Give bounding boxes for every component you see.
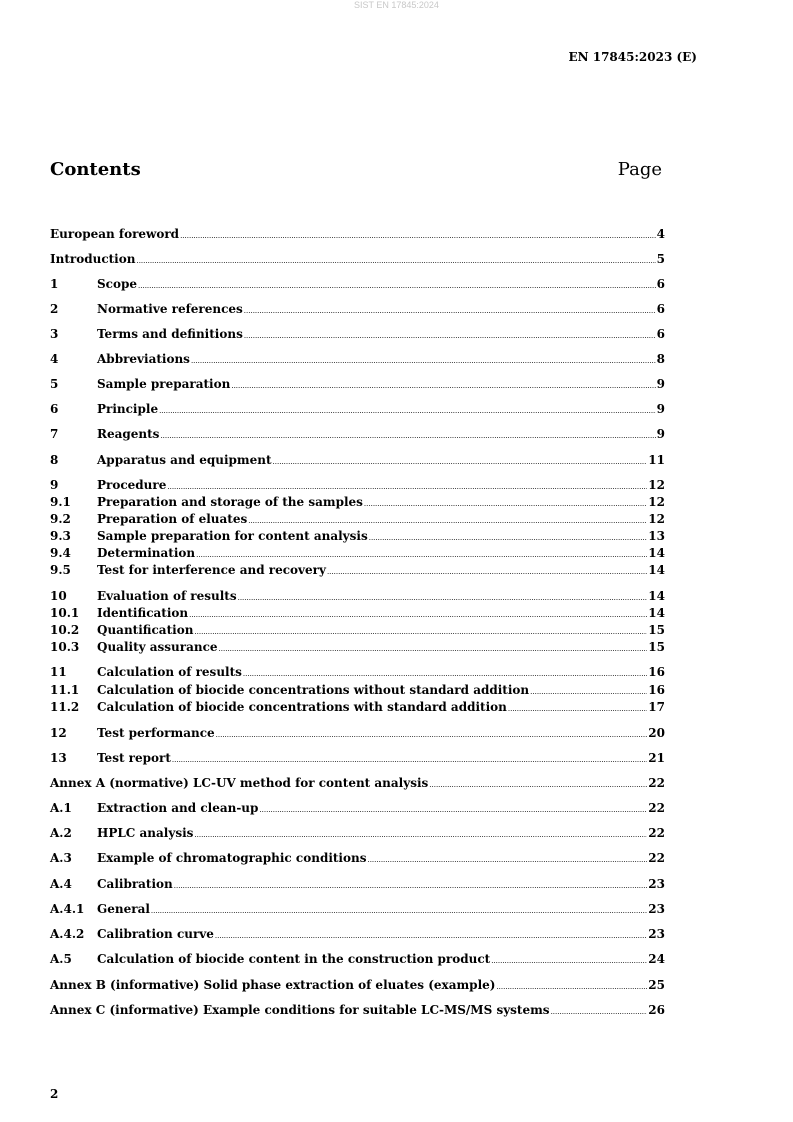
toc-entry-page: 9 [656, 377, 665, 391]
toc-entry-page: 14 [648, 589, 665, 603]
toc-entry-number: A.2 [50, 826, 72, 840]
toc-leader-dots [327, 564, 647, 580]
toc-entry-number: 13 [50, 751, 67, 765]
toc-entry[interactable] [50, 605, 665, 621]
toc-entry-number: 6 [50, 402, 59, 416]
toc-entry-page: 16 [648, 683, 665, 697]
toc-entry[interactable] [50, 528, 665, 544]
toc-entry-page: 14 [648, 606, 665, 620]
toc-entry-page: 6 [656, 302, 665, 316]
toc-entry[interactable] [50, 775, 665, 791]
toc-entry-number: A.5 [50, 952, 72, 966]
toc-entry-label: Calculation of biocide concentrations without standard addition [97, 683, 530, 697]
toc-entry-number: 10 [50, 589, 67, 603]
toc-entry-page: 14 [648, 563, 665, 577]
toc-entry[interactable] [50, 622, 665, 638]
toc-leader-dots [243, 666, 647, 682]
toc-entry-page: 22 [648, 851, 665, 865]
toc-leader-dots [364, 496, 647, 512]
toc-entry-label: General [97, 902, 150, 916]
toc-entry-number: 11.1 [50, 683, 80, 697]
toc-entry-number: A.4 [50, 877, 72, 891]
toc-leader-dots [369, 530, 648, 546]
toc-entry-number: 10.2 [50, 623, 80, 637]
toc-leader-dots [508, 701, 647, 717]
toc-entry-page: 15 [648, 623, 665, 637]
toc-entry-page: 17 [648, 700, 665, 714]
toc-entry-number: 5 [50, 377, 59, 391]
toc-leader-dots [429, 777, 647, 793]
toc-entry-page: 26 [648, 1003, 665, 1017]
toc-entry[interactable] [50, 1002, 665, 1018]
toc-entry-number: 3 [50, 327, 59, 341]
toc-entry-number: 12 [50, 726, 67, 740]
toc-entry-page: 13 [648, 529, 665, 543]
toc-entry-page: 25 [648, 978, 665, 992]
toc-entry-number: A.1 [50, 801, 72, 815]
toc-entry-number: 9.3 [50, 529, 71, 543]
toc-leader-dots [174, 878, 648, 894]
toc-entry[interactable] [50, 750, 665, 766]
toc-entry-number: 9.5 [50, 563, 71, 577]
toc-entry-number: 9.1 [50, 495, 71, 509]
toc-entry[interactable] [50, 351, 665, 367]
toc-entry-page: 12 [648, 478, 665, 492]
toc-entry-label: Annex C (informative) Example conditions for suitable LC-MS/MS systems [50, 1003, 550, 1017]
toc-entry-label: Calibration [97, 877, 173, 891]
toc-leader-dots [167, 479, 647, 495]
toc-entry[interactable] [50, 376, 665, 392]
toc-entry-page: 6 [656, 327, 665, 341]
toc-leader-dots [136, 253, 655, 269]
toc-entry[interactable] [50, 977, 665, 993]
toc-entry[interactable] [50, 562, 665, 578]
toc-entry-label: Sample preparation [97, 377, 231, 391]
toc-entry-label: Calculation of results [97, 665, 242, 679]
toc-entry-label: Annex A (normative) LC-UV method for content analysis [50, 776, 429, 790]
toc-entry-page: 15 [648, 640, 665, 654]
toc-leader-dots [273, 454, 648, 470]
toc-entry[interactable] [50, 876, 665, 892]
toc-entry-page: 23 [648, 877, 665, 891]
toc-entry[interactable] [50, 951, 665, 967]
toc-entry-label: Terms and definitions [97, 327, 243, 341]
toc-entry[interactable] [50, 926, 665, 942]
toc-entry[interactable] [50, 545, 665, 561]
toc-entry[interactable] [50, 588, 665, 604]
toc-leader-dots [231, 378, 655, 394]
toc-leader-dots [151, 903, 647, 919]
toc-entry-page: 24 [648, 952, 665, 966]
toc-leader-dots [159, 403, 656, 419]
toc-entry[interactable] [50, 494, 665, 510]
toc-entry-label: Identification [97, 606, 189, 620]
toc-entry-number: A.4.2 [50, 927, 85, 941]
toc-leader-dots [496, 979, 647, 995]
toc-leader-dots [215, 928, 647, 944]
watermark: SIST EN 17845:2024 [354, 0, 439, 10]
toc-entry-number: 11 [50, 665, 67, 679]
toc-leader-dots [180, 228, 656, 244]
toc-entry-number: 2 [50, 302, 59, 316]
toc-entry-label: Quality assurance [97, 640, 218, 654]
toc-entry[interactable] [50, 251, 665, 267]
toc-entry-number: 10.3 [50, 640, 80, 654]
toc-entry-page: 5 [656, 252, 665, 266]
toc-entry-label: Procedure [97, 478, 167, 492]
toc-entry-page: 23 [648, 927, 665, 941]
toc-entry[interactable] [50, 326, 665, 342]
toc-entry[interactable] [50, 226, 665, 242]
toc-entry-label: Test for interference and recovery [97, 563, 326, 577]
toc-entry[interactable] [50, 301, 665, 317]
toc-leader-dots [191, 353, 656, 369]
toc-entry-page: 8 [656, 352, 665, 366]
toc-entry-number: A.3 [50, 851, 72, 865]
toc-entry-page: 4 [656, 227, 665, 241]
toc-entry-label: Abbreviations [97, 352, 190, 366]
toc-leader-dots [194, 827, 647, 843]
toc-entry[interactable] [50, 825, 665, 841]
toc-entry-page: 23 [648, 902, 665, 916]
toc-leader-dots [138, 278, 656, 294]
toc-entry-label: Reagents [97, 427, 160, 441]
toc-entry[interactable] [50, 276, 665, 292]
toc-entry-number: 8 [50, 453, 59, 467]
toc-entry[interactable] [50, 426, 665, 442]
toc-leader-dots [244, 303, 656, 319]
toc-entry[interactable] [50, 850, 665, 866]
toc-entry-label: European foreword [50, 227, 180, 241]
toc-entry-page: 11 [648, 453, 665, 467]
toc-entry-label: Introduction [50, 252, 136, 266]
toc-entry-label: Evaluation of results [97, 589, 237, 603]
toc-entry-page: 12 [648, 495, 665, 509]
toc-entry[interactable] [50, 511, 665, 527]
toc-leader-dots [248, 513, 647, 529]
toc-entry[interactable] [50, 401, 665, 417]
toc-entry-label: Principle [97, 402, 159, 416]
toc-entry[interactable] [50, 699, 665, 715]
toc-leader-dots [244, 328, 656, 344]
toc-entry-label: Test performance [97, 726, 215, 740]
toc-entry-number: 9 [50, 478, 59, 492]
toc-entry-page: 9 [656, 402, 665, 416]
toc-entry-page: 21 [648, 751, 665, 765]
toc-leader-dots [491, 953, 647, 969]
toc-entry-label: Example of chromatographic conditions [97, 851, 367, 865]
toc-entry-number: A.4.1 [50, 902, 85, 916]
toc-entry-page: 6 [656, 277, 665, 291]
toc-entry[interactable] [50, 800, 665, 816]
contents-title: Contents [50, 159, 141, 180]
toc-entry-number: 9.2 [50, 512, 71, 526]
toc-entry[interactable] [50, 664, 665, 680]
toc-entry-label: Determination [97, 546, 196, 560]
toc-leader-dots [238, 590, 648, 606]
toc-entry[interactable] [50, 901, 665, 917]
toc-entry-number: 10.1 [50, 606, 80, 620]
document-id: EN 17845:2023 (E) [568, 50, 697, 64]
page-column-heading: Page [617, 159, 662, 180]
toc-entry-label: Sample preparation for content analysis [97, 529, 368, 543]
toc-entry-page: 22 [648, 826, 665, 840]
toc-entry-label: Calculation of biocide concentrations with standard addition [97, 700, 507, 714]
toc-entry-label: Preparation of eluates [97, 512, 248, 526]
toc-entry-number: 7 [50, 427, 59, 441]
toc-entry-label: Extraction and clean-up [97, 801, 259, 815]
toc-leader-dots [196, 547, 647, 563]
toc-entry-page: 22 [648, 801, 665, 815]
toc-leader-dots [194, 624, 647, 640]
toc-entry[interactable] [50, 725, 665, 741]
toc-entry-page: 20 [648, 726, 665, 740]
toc-entry-label: Calibration curve [97, 927, 214, 941]
toc-leader-dots [216, 727, 648, 743]
toc-entry-label: Normative references [97, 302, 243, 316]
toc-entry-number: 4 [50, 352, 59, 366]
toc-entry-label: Quantification [97, 623, 194, 637]
toc-leader-dots [219, 641, 648, 657]
toc-entry-label: Preparation and storage of the samples [97, 495, 363, 509]
toc-entry[interactable] [50, 682, 665, 698]
toc-leader-dots [172, 752, 647, 768]
toc-leader-dots [530, 684, 647, 700]
toc-entry-page: 14 [648, 546, 665, 560]
toc-entry-label: Apparatus and equipment [97, 453, 272, 467]
toc-leader-dots [189, 607, 647, 623]
toc-entry-label: Test report [97, 751, 171, 765]
toc-entry-page: 22 [648, 776, 665, 790]
toc-leader-dots [551, 1004, 648, 1020]
toc-entry-number: 11.2 [50, 700, 80, 714]
toc-leader-dots [367, 852, 647, 868]
page-number: 2 [50, 1087, 59, 1101]
toc-entry-number: 9.4 [50, 546, 71, 560]
toc-entry-page: 9 [656, 427, 665, 441]
toc-entry[interactable] [50, 477, 665, 493]
toc-leader-dots [259, 802, 647, 818]
toc-entry-page: 12 [648, 512, 665, 526]
toc-entry-label: Calculation of biocide content in the construction product [97, 952, 491, 966]
toc-leader-dots [160, 428, 655, 444]
toc-entry[interactable] [50, 639, 665, 655]
toc-entry-label: Scope [97, 277, 138, 291]
toc-entry[interactable] [50, 452, 665, 468]
toc-entry-number: 1 [50, 277, 59, 291]
toc-entry-page: 16 [648, 665, 665, 679]
toc-entry-label: Annex B (informative) Solid phase extraction of eluates (example) [50, 978, 496, 992]
toc-entry-label: HPLC analysis [97, 826, 194, 840]
